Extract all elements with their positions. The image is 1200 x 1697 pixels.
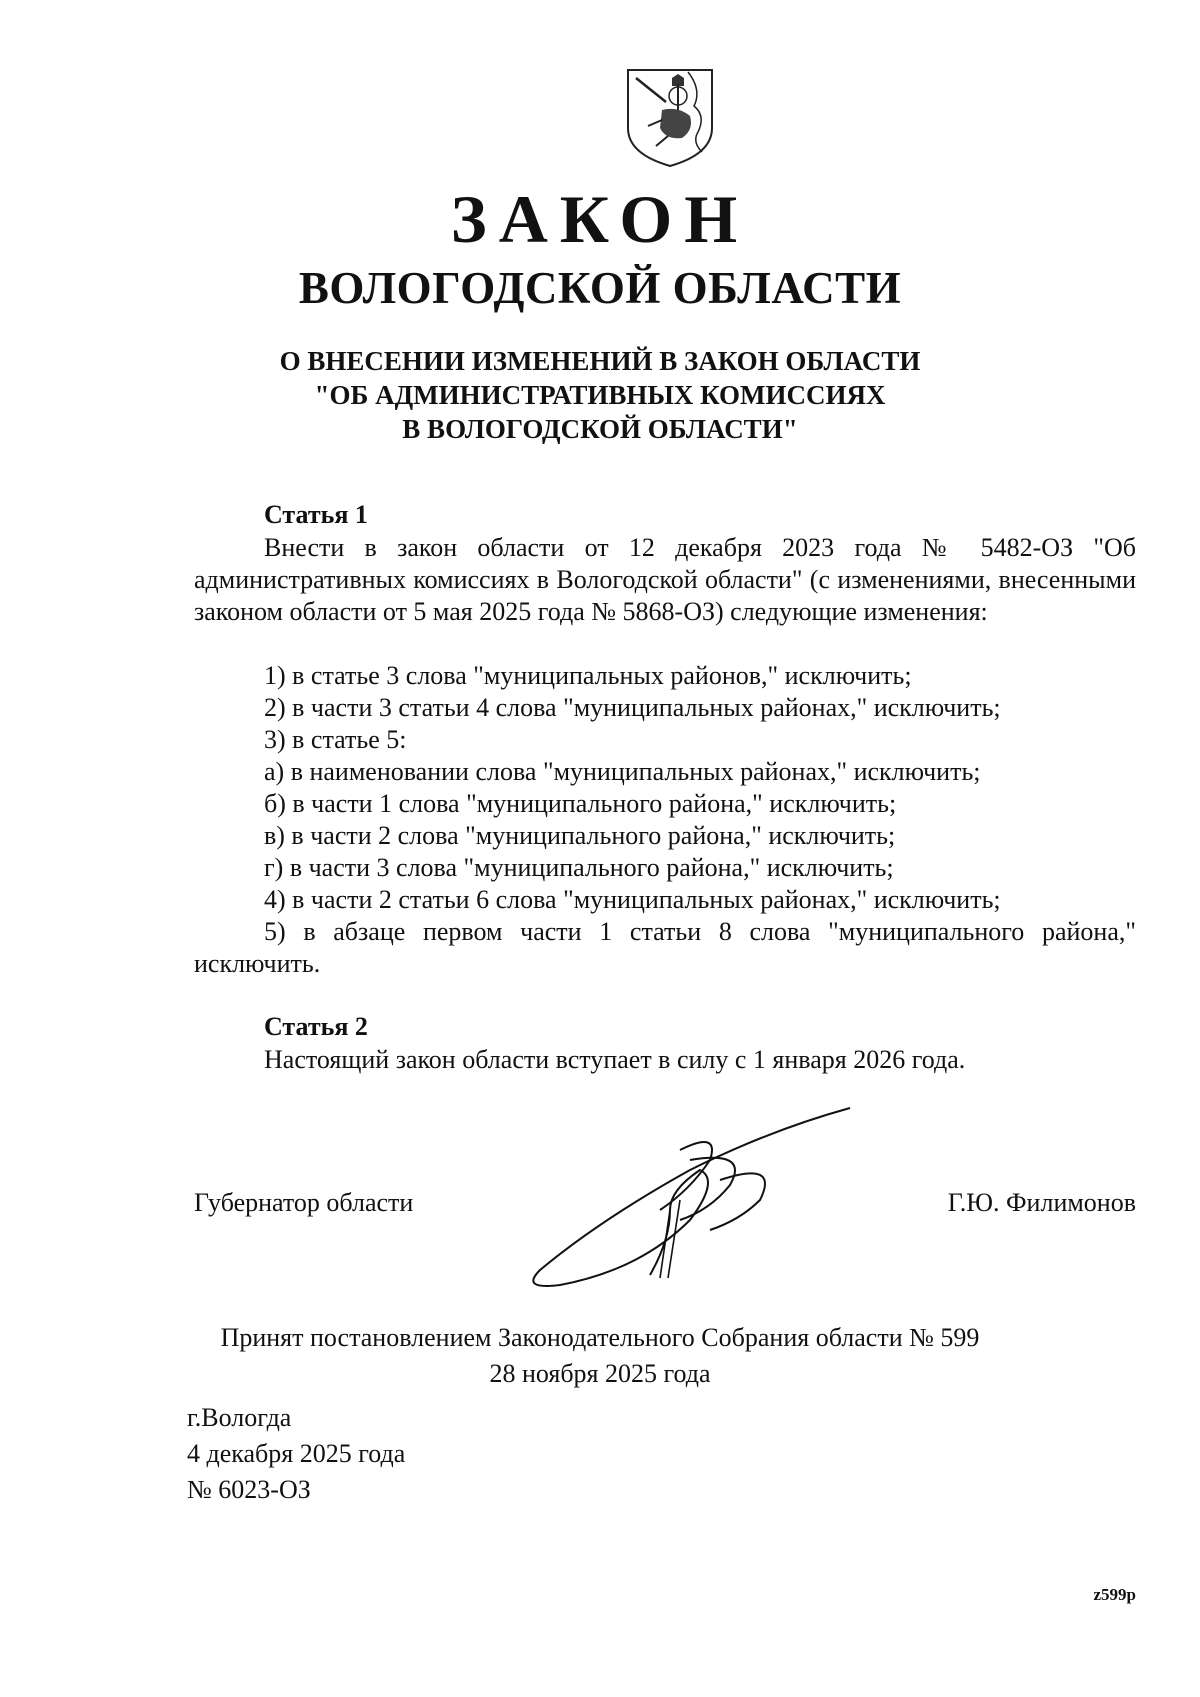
city: г.Вологда bbox=[187, 1403, 292, 1432]
list-item: 3) в статье 5: bbox=[264, 725, 407, 754]
article-2-text: Настоящий закон области вступает в силу с 1 января 2026 года. bbox=[264, 1045, 966, 1074]
law-number: № 6023-ОЗ bbox=[187, 1475, 311, 1504]
signatory-position: Губернатор области bbox=[194, 1188, 414, 1217]
list-item: 2) в части 3 статьи 4 слова "муниципальных районах," исключить; bbox=[264, 693, 1001, 722]
document-region: ВОЛОГОДСКОЙ ОБЛАСТИ bbox=[298, 263, 902, 313]
list-item: а) в наименовании слова "муниципальных районах," исключить; bbox=[264, 757, 981, 786]
adoption-line: Принят постановлением Законодательного Собрания области № 599 bbox=[220, 1323, 980, 1352]
article-2-heading: Статья 2 bbox=[264, 1012, 368, 1041]
list-item: 1) в статье 3 слова "муниципальных районов," исключить; bbox=[264, 661, 912, 690]
list-item: 4) в части 2 статьи 6 слова "муниципальных районах," исключить; bbox=[264, 885, 1001, 914]
adoption-note bbox=[0, 1320, 1200, 1392]
document-title: ЗАКОН bbox=[450, 181, 750, 257]
article-1-heading: Статья 1 bbox=[264, 500, 368, 529]
adoption-date: 28 ноября 2025 года bbox=[489, 1359, 711, 1388]
place-date-block bbox=[187, 1400, 405, 1508]
subject-line: "ОБ АДМИНИСТРАТИВНЫХ КОМИССИЯХ bbox=[314, 380, 886, 410]
list-item: 5) в абзаце первом части 1 статьи 8 слова "муниципального района," исключить. bbox=[194, 917, 1136, 978]
article-1-items bbox=[194, 660, 1136, 980]
subject-line: В ВОЛОГОДСКОЙ ОБЛАСТИ" bbox=[402, 414, 798, 444]
list-item: б) в части 1 слова "муниципального района," исключить; bbox=[264, 789, 897, 818]
list-item: г) в части 3 слова "муниципального района," исключить; bbox=[264, 853, 894, 882]
subject-line: О ВНЕСЕНИИ ИЗМЕНЕНИЙ В ЗАКОН ОБЛАСТИ bbox=[279, 346, 921, 376]
article-1-intro: Внести в закон области от 12 декабря 2023 года № 5482-ОЗ "Об административных комиссиях в Вологодской области" (с изменениями, внесенными законом области от 5 мая 2025 года № 5868-ОЗ) следующие изменения: bbox=[194, 533, 1136, 626]
signing-date: 4 декабря 2025 года bbox=[187, 1439, 406, 1468]
list-item: в) в части 2 слова "муниципального района," исключить; bbox=[264, 821, 896, 850]
coat-of-arms-icon bbox=[622, 66, 718, 170]
article-2-body bbox=[194, 1044, 1136, 1076]
governor-signature-icon bbox=[520, 1100, 860, 1300]
law-subject bbox=[0, 344, 1200, 446]
signatory-name: Г.Ю. Филимонов bbox=[947, 1188, 1136, 1217]
footer-code: z599p bbox=[1093, 1585, 1136, 1604]
